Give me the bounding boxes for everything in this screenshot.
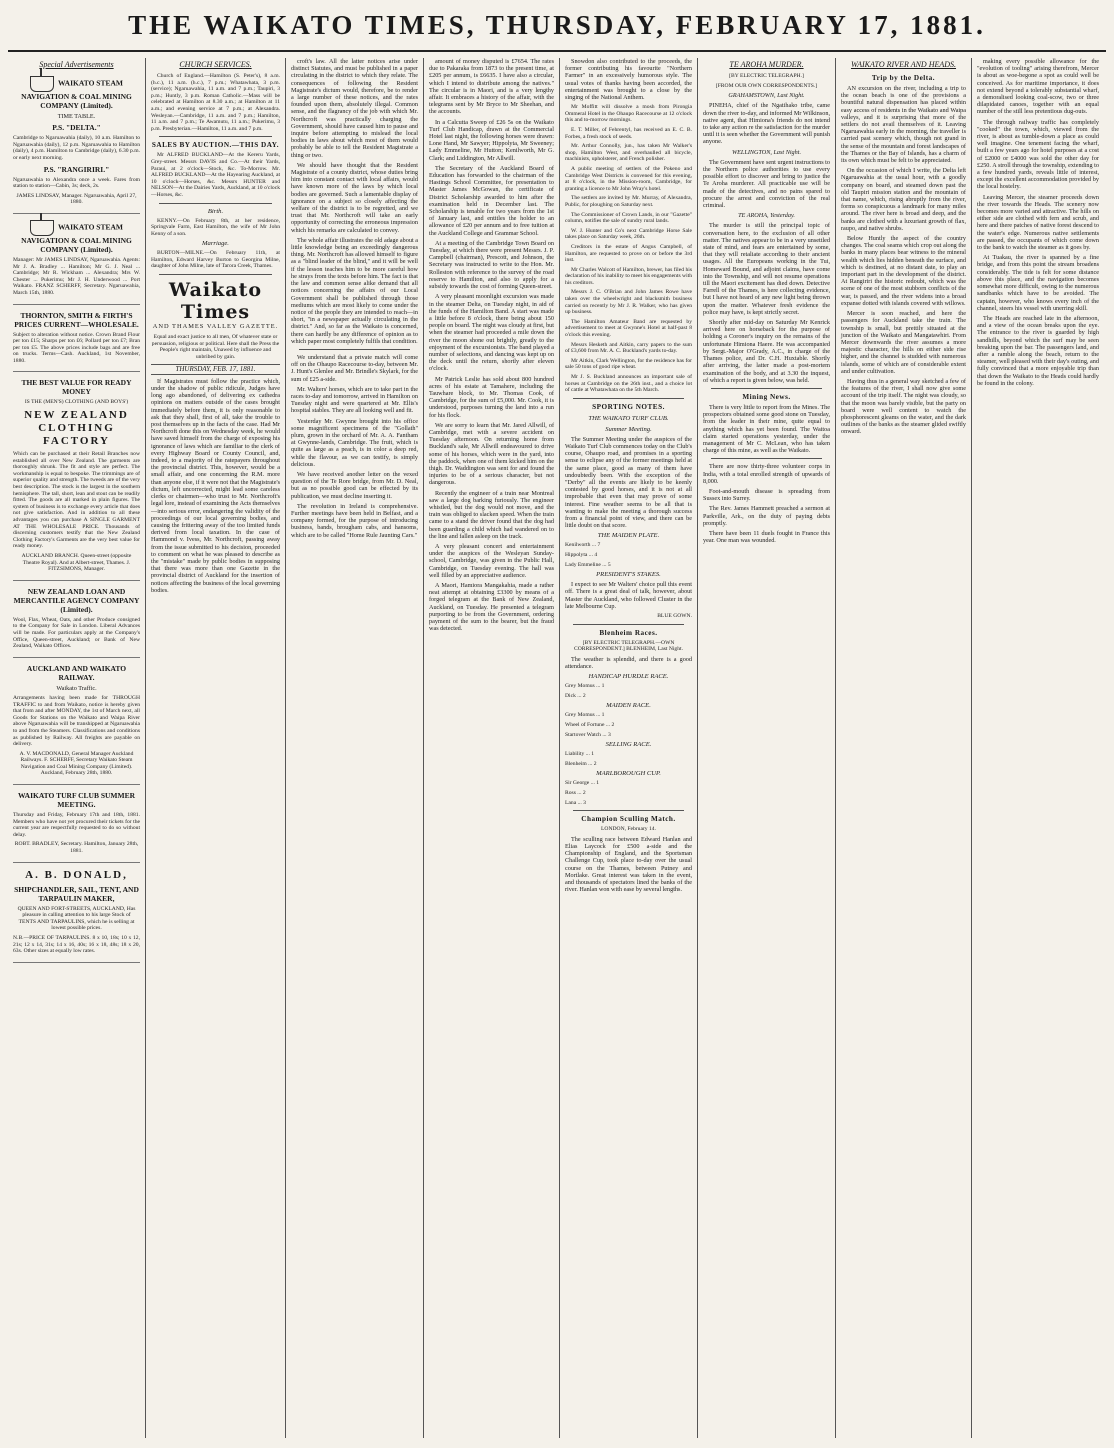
ad-steam-navigation — [13, 73, 140, 214]
byline: [FROM OUR OWN CORRESPONDENTS.] — [715, 82, 818, 89]
columns — [8, 58, 1106, 1438]
news-item: In a Calcutta Sweep of £26 5s on the Waikato Turf Club Handicap, drawn at the Commercial Hotel last night, the following horses were drawn: Lone Hand, Mr Sawyer; Hippolyta, Mr Sweeney; Lady Emmeline, Mr Hutton; Kenilworth, Mr G. Clark; and Liddington, Mr Allwill. — [429, 118, 554, 162]
ad-text: Subject to alteration without notice. Crown Brand Flour per ton £15; Sharps per ton £6; Pollard per ton £7; Bran per ton £5. The above prices include bags and are free on trucks. Terms—Cash. Auckland, 1st November, 1880. — [13, 331, 140, 364]
ad-title: THORNTON, SMITH & FIRTH'S PRICES CURRENT—WHOLESALE. — [14, 310, 139, 329]
article-text: The whole affair illustrates the old adage about a little knowledge being an exceedingly dangerous thing. Mr. Northcroft has allowed himself to figure as a "blind leader of the blind," and it will be well if the lesson teaches him to be more careful how he strays from the texts before him. The fact is that the law and common sense alike demand that all notices concerning the affairs of our Local Government shall be published through those mediums which are most likely to come under the notice of the people they are intended to reach—in short, "in a newspaper actually circulating in the district." And, so far as the Waikato is concerned, there can hardly be any difference of opinion as to which paper most completely fulfils that condition. — [291, 236, 418, 345]
article-text: croft's law. All the latter notices arise under distinct Statutes, and must be published in a paper circulating in the district to which they relate. The consequences of following the Resident Magistrate's dictum would, therefore, be to render a large number of these notices, and the rates founded upon them, absolutely illegal. Common sense, and the flagrancy of the job with which Mr. Northcroft was practically charging the Government, should have caused him to pause and inquire before attempting to mislead the local bodies in laws about which most of them would probably be able to tell the Resident Magistrate a thing or two. — [291, 58, 418, 159]
section-header: Trip by the Delta. — [871, 74, 936, 82]
results-blenheim: HANDICAP HURDLE RACE. Grey Momus ... 1 Dick ... 2 MAIDEN RACE. Grey Momus ... 1 Wheel of Fortune ... 2 Startover Watch ... 3 SELLING RACE. Liability ... 1 Blenheim ... 2 MARLBOROUGH CUP. Sir George ... 1 Ross ... 2 Lana ... 3 — [565, 673, 669, 806]
article-text: The Summer Meeting under the auspices of the Waikato Turf Club commences today on the Club's course, Ohaupo road, and promises in a sporting sense to eclipse any of the former meetings held at the same place, good as many of them have undoubtedly been. With the exception of the "Derby" all the events are likely to be keenly contested by good horses, and it is not at all improbable that even that may prove of some interest. Fine weather seems to be all that is wanting to make the meeting a thorough success from a financial point of view, and there can be little doubt on that score. — [565, 435, 692, 530]
ad-headline: A. B. DONALD, — [25, 868, 128, 881]
article-text: At Tuakau, the river is spanned by a fine bridge, and from this point the stream broadens considerably. The tide is felt for some distance above this place, and the navigation becomes somewhat more difficult, owing to the numerous sandbanks which have to be avoided. The captain, however, who knows every inch of the channel, steers his vessel with unerring skill. — [977, 254, 1099, 312]
news-item: The Secretary of the Auckland Board of Education has forwarded to the chairman of the Hastings School Committee, for presentation to Master James McGowan, the certificate of District Scholarship awarded to him after the examination held in December last. The Scholarship is tenable for two years from the 1st of January last, and entitles the holder to an allowance of £20 per annum and to free tuition at the Auckland College and Grammar School. — [429, 164, 554, 237]
column-advertisements — [8, 58, 146, 1438]
ad-text: Manager: Mr JAMES LINDSAY, Ngaruawahia. Agents: Mr J. A. Bradley ... Hamilton; Mr G. J. Neal ... Cambridge; Mr R. Wickham ... Alexandra; Mrs W. Chester ... Pukerimu; Mr J. H. Underwood ... Port Waikato. FRANZ SCHERFF, Secretary. Ngaruawahia, March 15th, 1880. — [13, 256, 140, 296]
news-item: W. J. Hunter and Co's next Cambridge Horse Sale takes place on Saturday week, 26th. — [565, 227, 692, 241]
article-text: making every possible allowance for the "evolution of tooling" arising therefrom, Mercer is about as woe-begone a spot as could well be conceived. As for maritime importance, it does not extend beyond a tolerably substantial wharf, a demoralised looking coal-scow, two or three dilapidated canoes, together with an equal number of the still less pretentious dug-outs. — [977, 58, 1099, 116]
dateline: GRAHAMSTOWN, Last Night. — [728, 92, 805, 100]
ad-title: WAIKATO STEAM NAVIGATION & COAL MINING COMPANY (Limited). — [21, 78, 132, 110]
news-item: There are now thirty-three volunteer corps in India, with a total enrolled strength of upwards of 8,000. — [703, 463, 830, 485]
news-item: The settlers are invited by Mr. Murray, of Alexandra, Public, for ploughing on Saturday next. — [565, 195, 692, 208]
ad-signature: ROBT. BRADLEY, Secretary. Hamilton, January 28th, 1881. — [14, 841, 139, 855]
news-item: Mr Moffitt will dissolve a mosh from Pirongia Ommeral Hotel in the Ohaupo Racecourse at 12 o'clock this and to-morrow mornings. — [565, 104, 692, 124]
signature: BLUE GOWN. — [657, 613, 692, 620]
news-item: A very pleasant moonlight excursion was made in the steamer Delta, on Tuesday night, in aid of the funds of the Hamilton Band. A start was made a little before 8 o'clock, there being about 150 people on board. The night was cloudy at first, but when the steamer had proceeded a mile down the river the moon shone out brightly, greatly to the enjoyment of the excursionists. The band played a number of selections, and dancing was kept up on the deck until the return, shortly after eleven o'clock. — [429, 293, 554, 373]
page-title: THE WAIKATO TIMES, THURSDAY, FEBRUARY 17, 1881. — [128, 9, 986, 40]
news-item: amount of money disputed is £7654. The rates due to Pakaraka from 1873 to the present time, at £205 per annum, is £6635. I have also a circular, which I intend to distribute among the natives." The circular is in Maori, and is a very lengthy affair. It embraces a history of the affair, with the telegrams sent by Mr Bryce to Mr Sheehan, and the accounts. — [429, 58, 554, 116]
column-te-aroha — [698, 58, 836, 1438]
news-item: A very pleasant concert and entertainment under the auspices of the Wesleyan Sunday-school, Cambridge, was given in the Public Hall, Cambridge, on Tuesday evening. The hall was well filled by an appreciative audience. — [429, 543, 554, 579]
section-header: Marriage. — [202, 240, 229, 248]
ad-subtitle: IS THE (MEN'S) CLOTHING (AND BOYS') — [24, 399, 129, 406]
news-item: A Maori, Hamiora Mangakahia, made a rather neat attempt at obtaining £3300 by means of a forged telegram at the Bank of New Zealand, Auckland, on Tuesday. He presented a telegram purporting to be from the Government, ordering payment of the sum to the bearer, but the fraud was detected. — [429, 582, 554, 633]
subsection-header: THE WAIKATO TURF CLUB. — [588, 414, 669, 422]
column-church-editorial — [146, 58, 286, 1438]
news-item: At a meeting of the Cambridge Town Board on Tuesday, at which there were present Messrs. J. P. Campbell (chairman), Prescott, and Johnson, the Secretary was instructed to write to the Hon. Mr. Rolleston with reference to the survey of the road reserve to Hamilton, and also to apply for a subsidy towards the cost of forming Queen-street. — [429, 239, 554, 291]
subsection-header: PRESIDENT'S STAKES. — [596, 571, 661, 579]
news-item: The Commissioner of Crown Lands, in our "Gazette" column, notifies the sale of sundry rural lands. — [565, 211, 692, 225]
column-editorial-continued — [286, 58, 424, 1438]
section-header: SPORTING NOTES. — [592, 402, 665, 411]
masthead — [8, 0, 1106, 52]
subsection-header: Summer Meeting. — [605, 425, 652, 433]
news-item: A public meeting of settlers of the Pokeno and Cambridge West Districts is convened for this evening, at 8 o'clock, in the Mission-room, Cambridge, for granting a licence to Mr John Wray's hotel. — [565, 165, 692, 192]
news-item: Snowdon also contributed to the proceeds, the former contributing his favourite "Northern Farmer" in an excessively humorous style. The usual votes of thanks having been accorded, the entertainment was brought to a close by the singing of the National Anthem. — [565, 58, 692, 102]
column-header: CHURCH SERVICES. — [179, 60, 252, 69]
results-maiden: THE MAIDEN PLATE. Kenilworth ... 7 Hippolyta ... 4 Lady Emmeline ... 5 — [565, 532, 660, 568]
ad-signature: A. V. MACDONALD, General Manager Auckland Railways. F. SCHERFF, Secretary Waikato Steam Navigation and Coal Mining Company (Limited). Auckland, February 28th, 1880. — [19, 750, 134, 777]
ad-title: THE BEST VALUE FOR READY MONEY — [21, 378, 132, 397]
article-text: AN excursion on the river, including a trip to the ocean beach is one of the provisions a bountiful natural dispensation has placed within easy access of residents in the Waikato and Waipa valleys, and it is surprising that more of the settlers do not avail themselves of it. Leaving Ngaruawahia early in the morning, the traveller is carried past scenery which, though not grand in the sense of the mountain and forest landscapes of the Thames or the Bay of Islands, has a charm of its own which must be felt to be appreciated. — [841, 85, 966, 165]
news-item: Foot-and-mouth disease is spreading from Sussex into Surrey. — [703, 487, 830, 503]
section-header: Birth. — [207, 207, 224, 215]
news-item: Mr. Walters' horses, which are to take part in the races to-day and tomorrow, arrived in Hamilton on Tuesday night and were quartered at Mr. Ellis's hospital stables. They are all looking well and fit. — [291, 385, 418, 415]
ad-prices-current — [13, 308, 140, 373]
ad-text: QUEEN AND FORT-STREETS, AUCKLAND, Has pleasure in calling attention to his large Stock of TENTS AND TARPAULINS, which he is selling at lowest possible prices. — [17, 905, 136, 932]
ad-railway — [13, 661, 140, 785]
article-text: Leaving Mercer, the steamer proceeds down the river towards the Heads. The scenery now becomes more varied and attractive. The hills on either side are clothed with fern and scrub, and here and there patches of native forest descend to the water's edge. Numerous native settlements are passed, the occupants of which come down to the bank to watch the steamer as it goes by. — [977, 193, 1099, 252]
nameplate — [151, 279, 280, 330]
news-item: Mr J. S. Buckland announces an important sale of horses at Cambridge on the 26th inst., and a choice lot of cattle at Whatawhata on the 5th March. — [565, 374, 692, 394]
column-header: Special Advertisements — [39, 60, 114, 69]
ship-name: P.S. "RANGIRIRI." — [43, 164, 110, 174]
news-item: E. T. Miller, of Fehrentyl, has received an E. C. B. Forbes, a fresh stock of seeds. — [565, 127, 692, 140]
news-item: Recently the engineer of a train near Montreal saw a large dog barking furiously. The engineer whistled, but the dog would not move, and the train was obliged to slacken speed. When the train came to a stand the driver found that the dog had been guarding a child which had wandered on to the line and fallen asleep on the track. — [429, 489, 554, 540]
birth-text: KENNY.—On February 8th, at her residence, Springvale Farm, East Hamilton, the wife of Mr John Kenny of a son. — [151, 217, 280, 237]
ad-title: WAIKATO STEAM NAVIGATION & COAL MINING COMPANY (Limited). — [21, 222, 132, 254]
section-header: Mining News. — [742, 392, 791, 401]
ad-text: Which can be purchased at their Retail Branches now established all over New Zealand. The garments are thoroughly shrunk. The fit and style are perfect. The workmanship is equal to bespoke. The trimmings are of superior quality and strength. The tweeds are of the very best description. The stock is the largest in the southern hemisphere. The tall, short, lean and stout can be readily fitted. The goods are all marked in plain figures. The system of business is to exchange every article that does not give satisfaction. And in addition to all these advantages you can purchase A SINGLE GARMENT AT THE WHOLESALE PRICE. Thousands of discerning customers testify that the New Zealand Clothing Factory's Garments are the very best value for ready money. — [13, 451, 140, 550]
column-local-news — [424, 58, 560, 1438]
ship-name: P.S. "DELTA." — [52, 123, 101, 133]
article-text: Below Huntly the aspect of the country changes. The coal seams which crop out along the banks in many places bear witness to the mineral wealth which lies hidden beneath the surface, and which is destined, at no distant date, to play an important part in the development of the district. At Rangiriri the historic redoubt, which was the scene of one of the most stubborn conflicts of the war, is passed, and the river widens into a broad expanse dotted with islands covered with willows. — [841, 235, 966, 307]
dateline: THURSDAY, FEB. 17, 1881. — [151, 364, 280, 375]
news-item: Messrs J. C. O'Brian and John James Rowe have taken over the wheelwright and blacksmith business carried on recently by Mr J. R. Walker, who has given up business. — [565, 289, 692, 316]
news-item: Mr Charles Walcott of Hamilton, brewer, has filed his declaration of his inability to meet his engagements with his creditors. — [565, 266, 692, 286]
news-item: The revolution in Ireland is comprehensive. Further meetings have been held in Belfast, and a company formed, for the purpose of introducing business, bands, brougham cabs, and hansoms, which are to be called "Home Rule Jaunting Cars." — [291, 502, 418, 539]
ad-text: Arrangements having been made for THROUGH TRAFFIC to and from Waikato, notice is hereby given that from and after MONDAY, the 1st of March next, all Goods for Stations on the Waikato and Waipa River above Ngaruawahia will be transhipped at Ngaruawahia to and from the Steamers. Classifications and conditions as published by Railway. All freights are payable on delivery. — [13, 694, 140, 748]
ship-icon — [30, 76, 54, 92]
church-text: Church of England.—Hamilton (S. Peter's), 8 a.m. (h.c.), 11 a.m. (h.c.), 7 p.m.; Whatawhata, 3 p.m. (service); Ngaruawahia, 11 a.m. and 7 p.m.; Taupiri, 3 p.m.; Huntly, 3 p.m. Roman Catholic.—Mass will be celebrated at Hamilton at 8.30 a.m.; at Hamilton at 11 a.m.; and evening service at 7 p.m.; at Alexandra. Wesleyan.—Cambridge, 11 a.m. and 7 p.m.; Hamilton, 11 a.m. and 7 p.m.; Te Awamutu, 11 a.m.; Pukerimu, 3 p.m. Presbyterian.—Hamilton, 11 a.m. and 7 p.m. — [151, 73, 280, 132]
news-item: There have been 11 duels fought in France this year. One man was wounded. — [703, 529, 830, 545]
dateline: WELLINGTON, Last Night. — [732, 148, 801, 156]
dateline: [BY ELECTRIC TELEGRAPH.—OWN CORRESPONDENT.] BLENHEIM, Last Night. — [574, 639, 683, 653]
news-item: The Rev. James Hammett preached a sermon at Parkville, Ark., on the duty of paying debts promptly. — [703, 505, 830, 527]
motto: Equal and exact justice to all men, Of whatever state or persuasion, religious or political. Here shall the Press the People's right maintain, Unawed by influence and unbribed by gain. — [151, 334, 280, 361]
ad-turf-club — [13, 788, 140, 863]
ad-loan-agency — [13, 584, 140, 658]
ad-footnote: N.B.—PRICE OF TARPAULINS. 8 x 10, 18s; 10 x 12, 21s; 12 x 14, 31s; 14 x 16, 40s; 16 x 18, 48s; 18 x 20, 63s. Other sizes at equally low rates. — [13, 935, 140, 955]
byline: [BY ELECTRIC TELEGRAPH.] — [729, 73, 804, 79]
ad-steam-navigation-agents — [13, 217, 140, 305]
news-item: Mr. Arthur Connolly, jun., has taken Mr Walker's shop, Hamilton West, and overhaulled all bicycle, machinists, upholsterer, and French polisher. — [565, 143, 692, 163]
section-header: Blenheim Races. — [599, 628, 658, 637]
column-header: TE AROHA MURDER. — [729, 60, 804, 69]
article-text: I expect to see Mr Walters' choice pull this event off. There is a great deal of talk, however, about Master the Auckland, who followed Cluster in the late Melbourne Cup. — [565, 581, 692, 610]
marriage-text: BURTON—MILNE.—On February 11th, at Hamilton, Edward Harvey Burton to Georgina Milne, daughter of John Milne, late of Tarora Creek, Thames. — [151, 250, 280, 270]
article-text: Mercer is soon reached, and here the passengers for Auckland take the train. The township is small, but prettily situated at the junction of the Waikato and Mangatawhiri. From Mercer downwards the river assumes a more majestic character, the hills on either side rise higher, and the channel is studded with numerous islands, some of which are of considerable extent and under cultivation. — [841, 310, 966, 375]
column-river-continued — [972, 58, 1104, 1438]
ad-title: NEW ZEALAND LOAN AND MERCANTILE AGENCY COMPANY (Limited). — [13, 586, 140, 614]
news-item: Yesterday Mr. Gwynne brought into his office some magnificent specimens of the "Gollath" plum, grown in the orchard of Mr. A. A. Fantham at Gwynne-lands, Cambridge. The fruit, which is quite as large as a peach, is in color a deep red, while the flavour, as we can testify, is simply delicious. — [291, 417, 418, 468]
article-text: The sculling race between Edward Hanlan and Elias Laycock for £500 a-side and the Championship of England, and the Sportsman Challenge Cup, took place to-day over the usual course on the Thames, between Putney and Mortlake. Great interest was taken in the event, and thousands of spectators lined the banks of the river. Hanlan won with ease by several lengths. — [565, 835, 692, 894]
ad-title: AUCKLAND AND WAIKATO RAILWAY. — [26, 663, 127, 682]
news-item: The Hamilton Amateur Band are requested by advertisement to meet at Gwynne's Hotel at half-past 8 o'clock this evening. — [565, 318, 692, 339]
ad-subtitle: Waikato Traffic. — [56, 684, 97, 692]
ad-clothing-factory — [13, 375, 140, 580]
ad-title: SHIPCHANDLER, SAIL, TENT, AND TARPAULIN MAKER, — [14, 884, 139, 903]
article-text: Shortly after mid-day on Saturday Mr Kenrick arrived here on horseback for the purpose of holding a Coroner's inquiry on the remains of the unfortunate Himiona Haere. He was accompanied by Sergt.-Major O'Grady, A.C., in charge of the Thames police, and Dr. C.H. Huxtable. Shortly after arriving, the latter made a post-mortem examination of the body, and at 3.30 the inquest, of which a report is given below, was held. — [703, 319, 830, 384]
ad-subtitle: TIME TABLE. — [57, 113, 96, 120]
news-item: Mr Aitkin, Clark Wellington, for the residence has for sale 50 tons of good ripe wheat. — [565, 357, 692, 371]
article-text: On the occasion of which I write, the Delta left Ngaruawahia at the usual hour, with a goodly company on board, and steamed down past the old Taupiri mission station and the mountain of that name, which, rising abruptly from the river, forms so conspicuous a landmark for many miles around. The river here is broad and deep, and the banks are clothed with a luxuriant growth of flax, raupo, and native shrubs. — [841, 167, 966, 232]
editorial-text: If Magistrates must follow the practice which, under the shadow of public ridicule, Judges have long ago abandoned, of delivering ex cathedra opinions on matters outside of the cases brought immediately before them, it is only reasonable to ask that they shall, first of all, take the trouble to post themselves up in the facts of the case. Had Mr Northcroft done this on Wednesday week, he would have saved himself from the charge of exposing his ignorance of laws which are familiar to the clerk of every Highway Board or County Council, and, indeed, to a majority of the ratepayers throughout the provincial district. This, however, would be a small affair, and one concerning the R.M. more than anyone else, if it were not that the Magistrate's dictum, left uncorrected, might lead some careless clerks or chairmen—who trust to Mr. Northcroft's legal lore, instead of examining the Acts themselves—into serious error, endangering the validity of the proceedings of our local governing bodies, and causing the frittering away of the too limited funds derived from local taxation. In the case of Hammond v. Ivess, Mr. Northcroft, passing away from the issue submitted to his decision, proceeded to comment on what he was pleased to describe as the "mistake" made by public bodies in supposing that there was more than one Gazette in the provincial district of Auckland for the insertion of notices affecting the business of the local governing bodies. — [151, 377, 280, 594]
column-sporting — [560, 58, 698, 1438]
news-item: We are sorry to learn that Mr. Jared Allwill, of Cambridge, met with a severe accident on Tuesday afternoon. On returning home from Buckland's sale, Mr Allwill endeavoured to drive some of his horses, which were in the yard, into the paddock, when one of them kicked him on the thigh. Dr. Waddington was sent for and found the injuries to be of a serious character, but not dangerous. — [429, 421, 554, 487]
ad-text: Ngaruawahia to Alexandra once a week. Fares from station to station—Cabin, 3s; deck, 2s. — [13, 176, 140, 190]
news-item: Mr Patrick Leslie has sold about 800 hundred acres of his estate at Tamahere, including the Tauwhare block, to Mr. Thomas Cook, of Cambridge, for the sum of £5,000. Mr. Cook, it is understood, purposes turning the land into a run for his flock. — [429, 375, 554, 419]
section-header: SALES BY AUCTION.—THIS DAY. — [151, 141, 280, 150]
ad-headline: NEW ZEALAND CLOTHING FACTORY — [24, 409, 129, 448]
nameplate-title: Waikato Times — [168, 279, 263, 324]
article-text: The through railway traffic has completely "cooked" the town, which, viewed from the river, is about as tumble-down a place as could well imagine. One tenement facing the wharf, built a few years ago for hotel purposes at a cost of £2000 or £4000 was sold the other day for £250. A stroll through the township, extending to a few hundred yards, reveals little of interest, except the excellent accommodation provided by the local hostelry. — [977, 118, 1099, 191]
section-header: Champion Sculling Match. — [581, 815, 676, 824]
article-text: PINEHA, chief of the Ngatihako tribe, came down the river to-day, and informed Mr Wilkinson, native agent, that Himiona's friends do not intend to take any action re the satisfaction for the murder until it is seen whether the Government will punish anyone. — [703, 102, 830, 146]
nameplate-subtitle: AND THAMES VALLEY GAZETTE. — [152, 323, 279, 331]
ad-shipchandler — [13, 866, 140, 963]
sales-text: Mr ALFRED BUCKLAND—At the Kereru Yards, Grey-street. Messrs DAVIS and Co.—At their Yards, Paraui, at 2 o'clock—Stock, &c. To-Morrow. Mr. ALFRED BUCKLAND—At the Hayearing Auckland, at 10 o'clock—Horses, &c. Messrs HUNTER and NELSON—At the Dairies Yards, Auckland, at 10 o'clock—Horses, &c. — [151, 152, 280, 198]
dateline: TE AROHA, Yesterday. — [738, 212, 795, 220]
ad-text: Wool, Flax, Wheat, Oats, and other Produce consigned to the Company for Sale in London. Liberal Advances will be made. For particulars apply at the Company's Office, Queen-street, Auckland; or Bank of New Zealand, Waikato Offices. — [13, 616, 140, 650]
article-text: The Government have sent urgent instructions to the Northern police authorities to use every possible effort to discover and bring to justice the Te Aroha murderer. All practicable use will be made of the detectives, and no pains spared to procure the arrest and conviction of the real criminal. — [703, 158, 830, 210]
news-item: Creditors in the estate of Angus Campbell, of Hamilton, are requested to prove on or before the 3rd inst. — [565, 243, 692, 264]
ad-branch: AUCKLAND BRANCH. Queen-street (opposite Theatre Royal). And at Albert-street, Thames. J. FITZSIMONS, Manager. — [21, 552, 132, 573]
article-text: The Heads are reached late in the afternoon, and a view of the ocean breaks upon the eye. The entrance to the river is guarded by high sandhills, beyond which the surf may be seen breaking upon the bar. The passengers land, and after a ramble along the beach, return to the steamer, well pleased with their day's outing, and fully convinced that a more enjoyable trip than that down the Waikato to the Heads could hardly be found in the colony. — [977, 314, 1099, 387]
ad-text: Thursday and Friday, February 17th and 18th, 1881. Members who have not yet procured their tickets for the current year are respectfully requested to do so without delay. — [13, 812, 140, 838]
ad-signature: JAMES LINDSAY, Manager. Ngaruawahia, April 27, 1880. — [16, 192, 137, 206]
article-text: The murder is still the principal topic of conversation here, to the exclusion of all other matter. The natives appear to be in a very unsettled state of mind, and fears are entertained by some, that they will retaliate according to their ancient usages. All the Europeans working in the Tui, Homeward Bound, and adjoint claims, have come into the Township, and will not resume operations till the Maori excitement has died down. Detective Farrell of the Thames, is here collecting evidence, but I have not heard of any new light being thrown upon the matter. Whatever fresh evidence the police may have, is kept strictly secret. — [703, 222, 830, 316]
column-header: WAIKATO RIVER AND HEADS. — [850, 60, 957, 69]
article-text: There is very little to report from the Mines. The prospectors obtained some good stone on Tuesday, from the leader in their mine, quite equal to anything which has yet been found. The Waitoa claim started operations yesterday, under the management of Mr C. McLean, who has taken charge of this mine, as well as the Waikato. — [703, 403, 830, 455]
news-item: We have received another letter on the vexed question of the Te Rore bridge, from Mr. D. Neal, but as no possible good can be effected by its publication, we must decline inserting it. — [291, 470, 418, 500]
column-river-heads — [836, 58, 972, 1438]
article-text: We should have thought that the Resident Magistrate of a county district, whose duties bring him into constant contact with local affairs, would have known more of the laws by which local bodies are governed. Such a lamentable display of ignorance on a subject so closely affecting the welfare of the district is to be regretted, and we trust that Mr. Northcroft will take an early opportunity of correcting the erroneous impression which his remarks are calculated to convey. — [291, 161, 418, 234]
dateline: LONDON, February 14. — [601, 826, 656, 833]
news-item: Messrs Hesketh and Aitkin, carry papers to the sum of £3,600 from Mr. A. C. Buckland's yards to-day. — [565, 341, 692, 355]
article-text: Having thus in a general way sketched a few of the features of the river, I shall now give some account of the trip itself. The night was cloudy, so that the moon was barely visible, but the party on board were well content to watch the phosphorescent gleams on the water, and the dark outlines of the banks as the steamer glided swiftly onward. — [841, 377, 966, 436]
ad-title: WAIKATO TURF CLUB SUMMER MEETING. — [17, 791, 136, 810]
ship-icon — [30, 220, 54, 236]
article-text: The weather is splendid, and there is a good attendance. — [565, 655, 692, 670]
news-item: We understand that a private match will come off on the Ohaupo Racecourse to-day, between Mr. J. Hunt's Glenlee and Mr. Brindle's Skylark, for the sum of £25 a-side. — [291, 353, 418, 383]
ad-text: Cambridge to Ngaruawahia (daily), 10 a.m. Hamilton to Ngaruawahia (daily), 12 p.m. Ngaruawahia to Hamilton (daily), 4 p.m. Hamilton to Cambridge (daily), 6.30 p.m. or early next morning. — [13, 135, 140, 161]
